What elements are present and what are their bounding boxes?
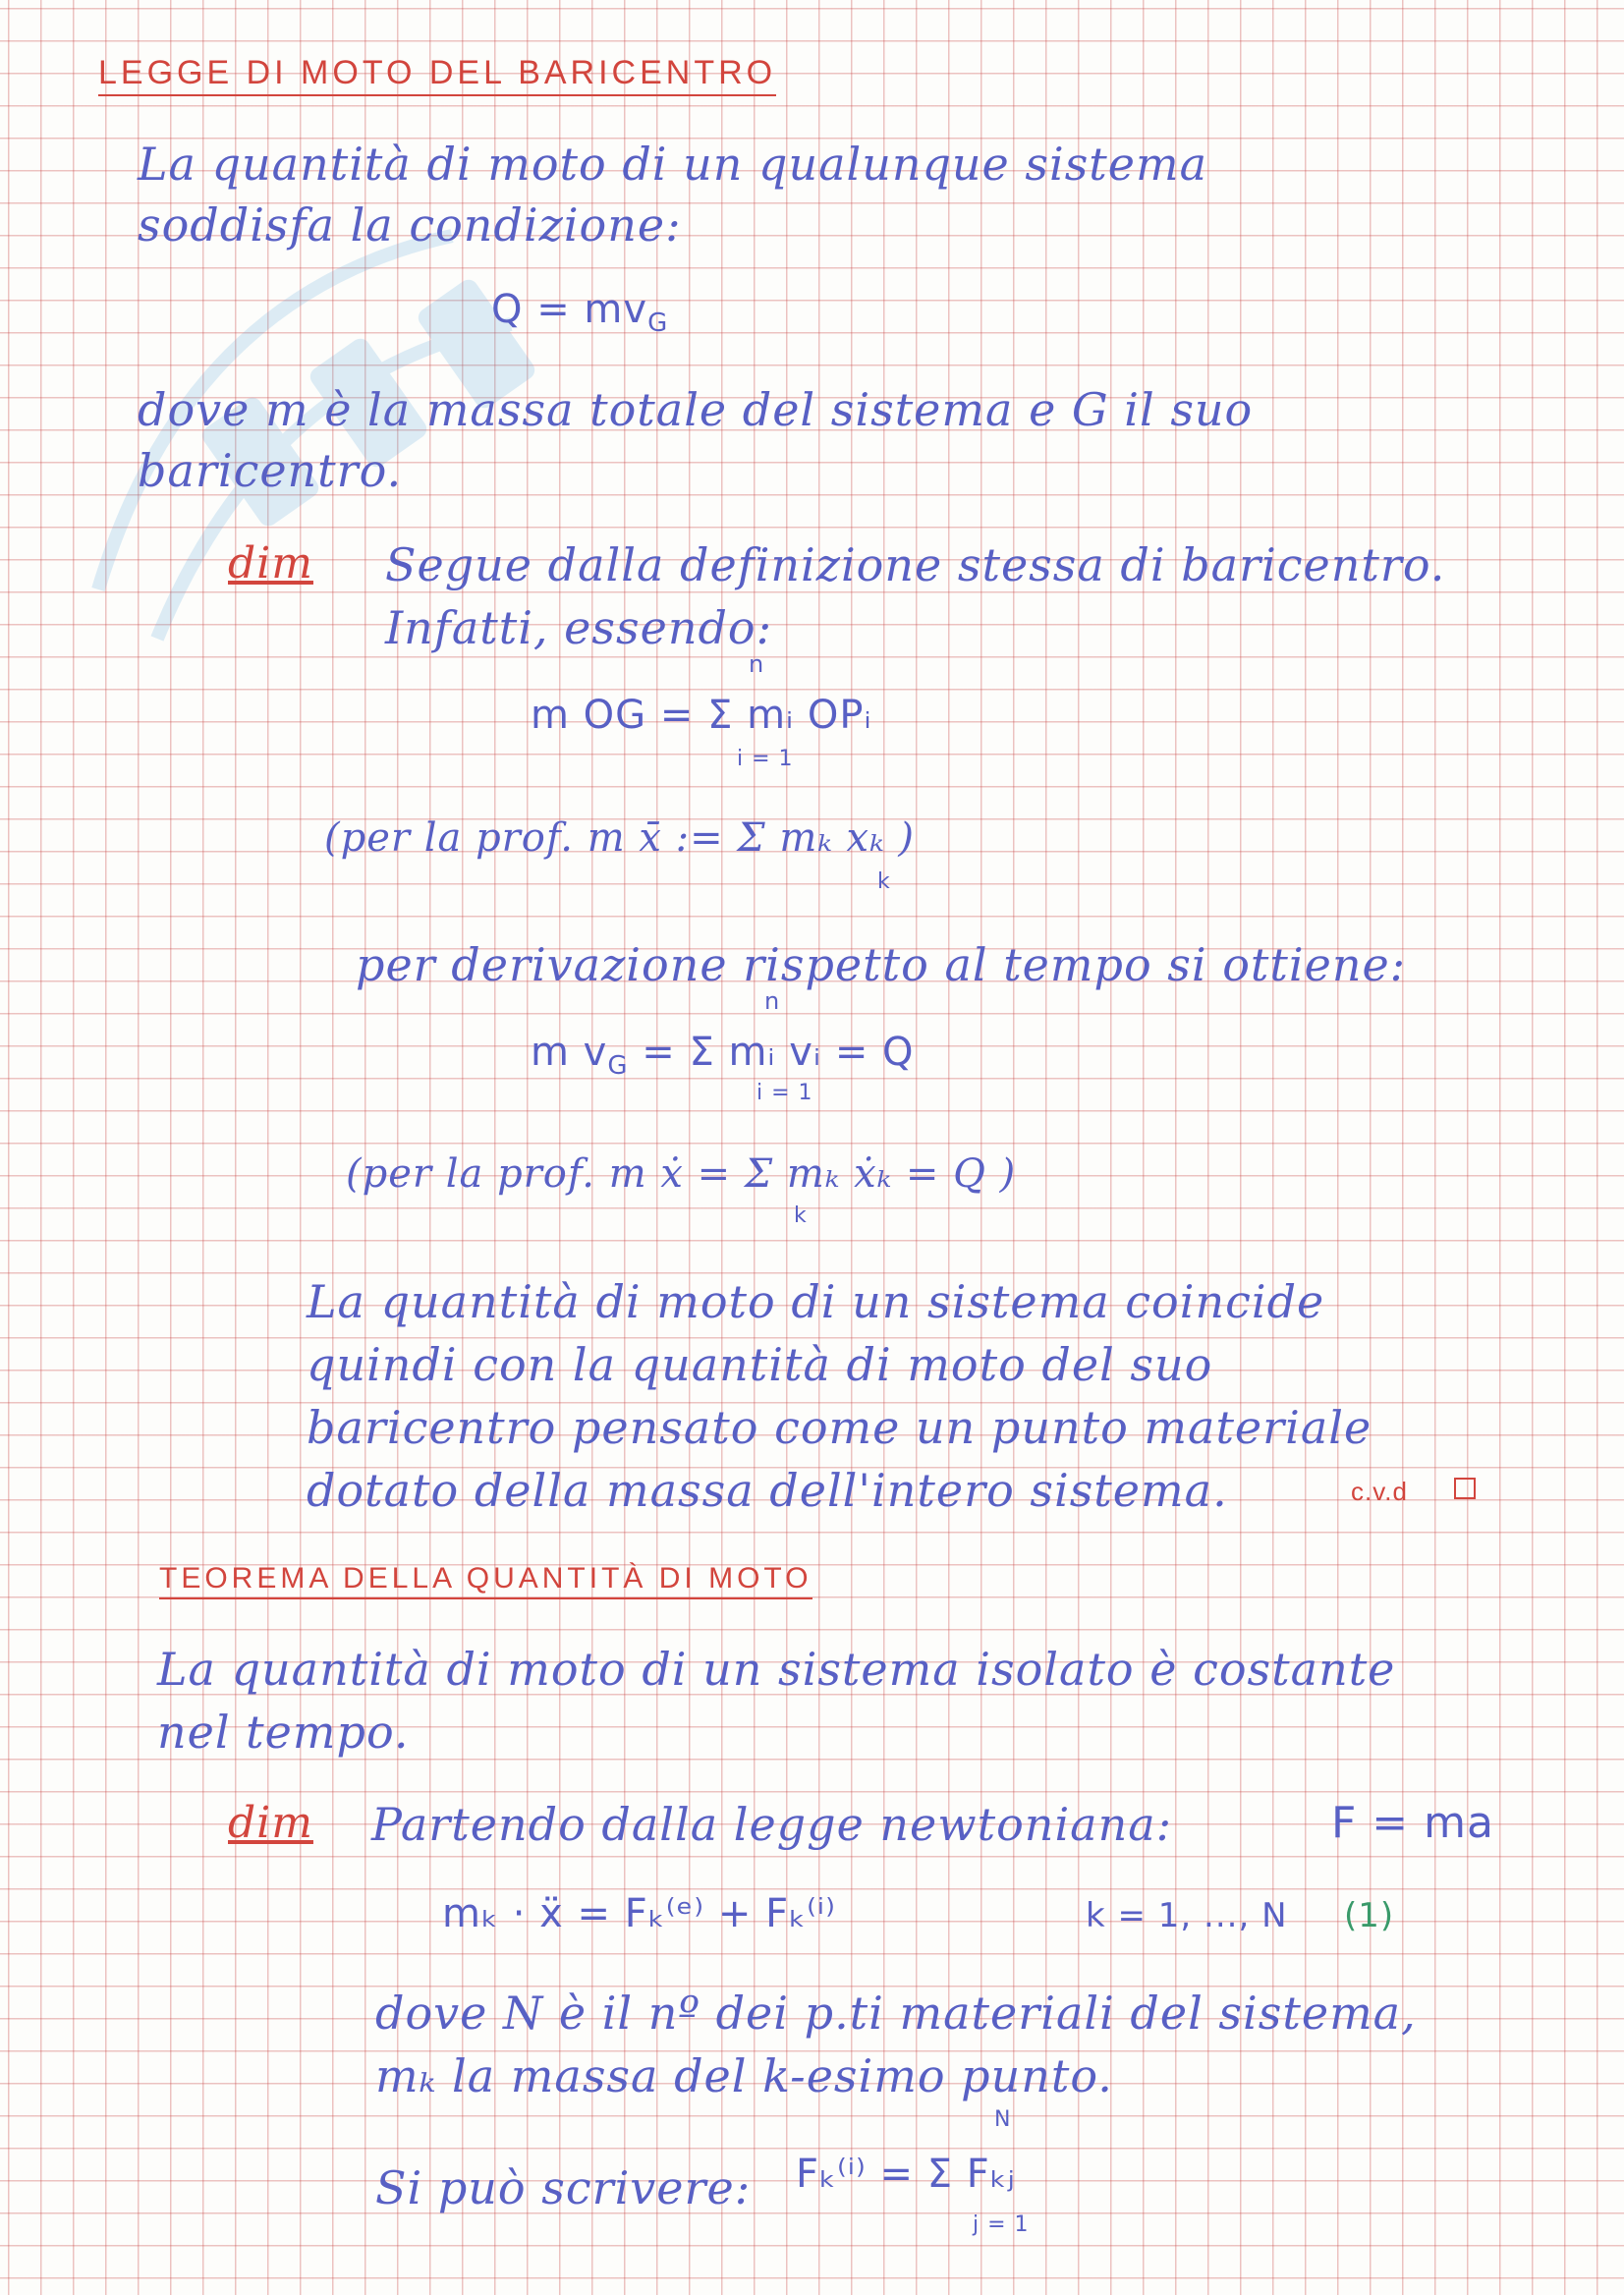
statement-line-1: La quantità di moto di un qualunque sistema [138, 138, 1208, 191]
eq-og: m OG = Σ mᵢ OPᵢ [531, 693, 872, 738]
eq1-number: (1) [1344, 1896, 1395, 1935]
prof-note-2-sub: k [794, 1203, 808, 1228]
proof-line-1: Segue dalla definizione stessa di baricentro. [385, 538, 1446, 591]
derivation-line: per derivazione rispetto al tempo si ottiene: [356, 938, 1407, 991]
formula-q-sub: G [647, 308, 669, 338]
eq2-bottom: j = 1 [973, 2212, 1030, 2237]
conclusion-line-4: dotato della massa dell'intero sistema. [307, 1464, 1228, 1517]
where2-line-2: mₖ la massa del k-esimo punto. [375, 2049, 1113, 2102]
conclusion-line-1: La quantità di moto di un sistema coincide [307, 1275, 1325, 1328]
eq-vg-lhs: m v [531, 1030, 608, 1075]
formula-q-main: Q = mv [491, 287, 648, 332]
eq-vg-bottom: i = 1 [756, 1081, 813, 1105]
eq1-range: k = 1, ..., N [1086, 1896, 1288, 1935]
section-title-teorema-quantita: TEOREMA DELLA QUANTITÀ DI MOTO [159, 1562, 812, 1599]
cvd-mark: c.v.d [1351, 1477, 1408, 1506]
proof-label-1: dim [228, 538, 313, 588]
prof-note-1: (per la prof. m x̄ := Σ mₖ xₖ ) [324, 815, 916, 861]
conclusion-line-3: baricentro pensato come un punto materiale [307, 1401, 1372, 1454]
proof-line-2: Infatti, essendo: [385, 601, 773, 654]
where2-line-1: dove N è il nº dei p.ti materiali del sistema, [375, 1987, 1417, 2040]
newton-law: F = ma [1331, 1798, 1494, 1848]
eq-vg [531, 1030, 915, 1081]
theorem-statement-line-1: La quantità di moto di un sistema isolato è costante [157, 1643, 1396, 1696]
eq-og-bottom: i = 1 [737, 747, 794, 771]
theorem-statement-line-2: nel tempo. [157, 1706, 410, 1759]
eq2: Fₖ⁽ⁱ⁾ = Σ Fₖⱼ [796, 2152, 1016, 2197]
eq-vg-sub: G [607, 1051, 629, 1081]
prof-note-1-sub: k [877, 869, 891, 894]
formula-q [491, 287, 668, 338]
newton-intro: Partendo dalla legge newtoniana: [371, 1798, 1173, 1851]
qed-square-icon [1454, 1478, 1476, 1499]
eq-vg-top: n [764, 987, 781, 1015]
eq1: mₖ · ẍ = Fₖ⁽ᵉ⁾ + Fₖ⁽ⁱ⁾ [442, 1891, 836, 1936]
eq-vg-rhs: = Σ mᵢ vᵢ = Q [642, 1030, 915, 1075]
prof-note-2: (per la prof. m ẋ = Σ mₖ ẋₖ = Q ) [346, 1151, 1017, 1197]
where-line-2: baricentro. [138, 444, 403, 497]
statement-line-2: soddisfa la condizione: [138, 198, 682, 252]
can-write-line: Si può scrivere: [375, 2161, 752, 2214]
eq2-top: N [994, 2107, 1012, 2132]
eq-og-top: n [749, 650, 765, 678]
conclusion-line-2: quindi con la quantità di moto del suo [307, 1338, 1213, 1391]
section-title-legge-baricentro: LEGGE DI MOTO DEL BARICENTRO [98, 54, 776, 96]
where-line-1: dove m è la massa totale del sistema e G il suo [138, 383, 1254, 436]
proof-label-2: dim [228, 1798, 313, 1848]
